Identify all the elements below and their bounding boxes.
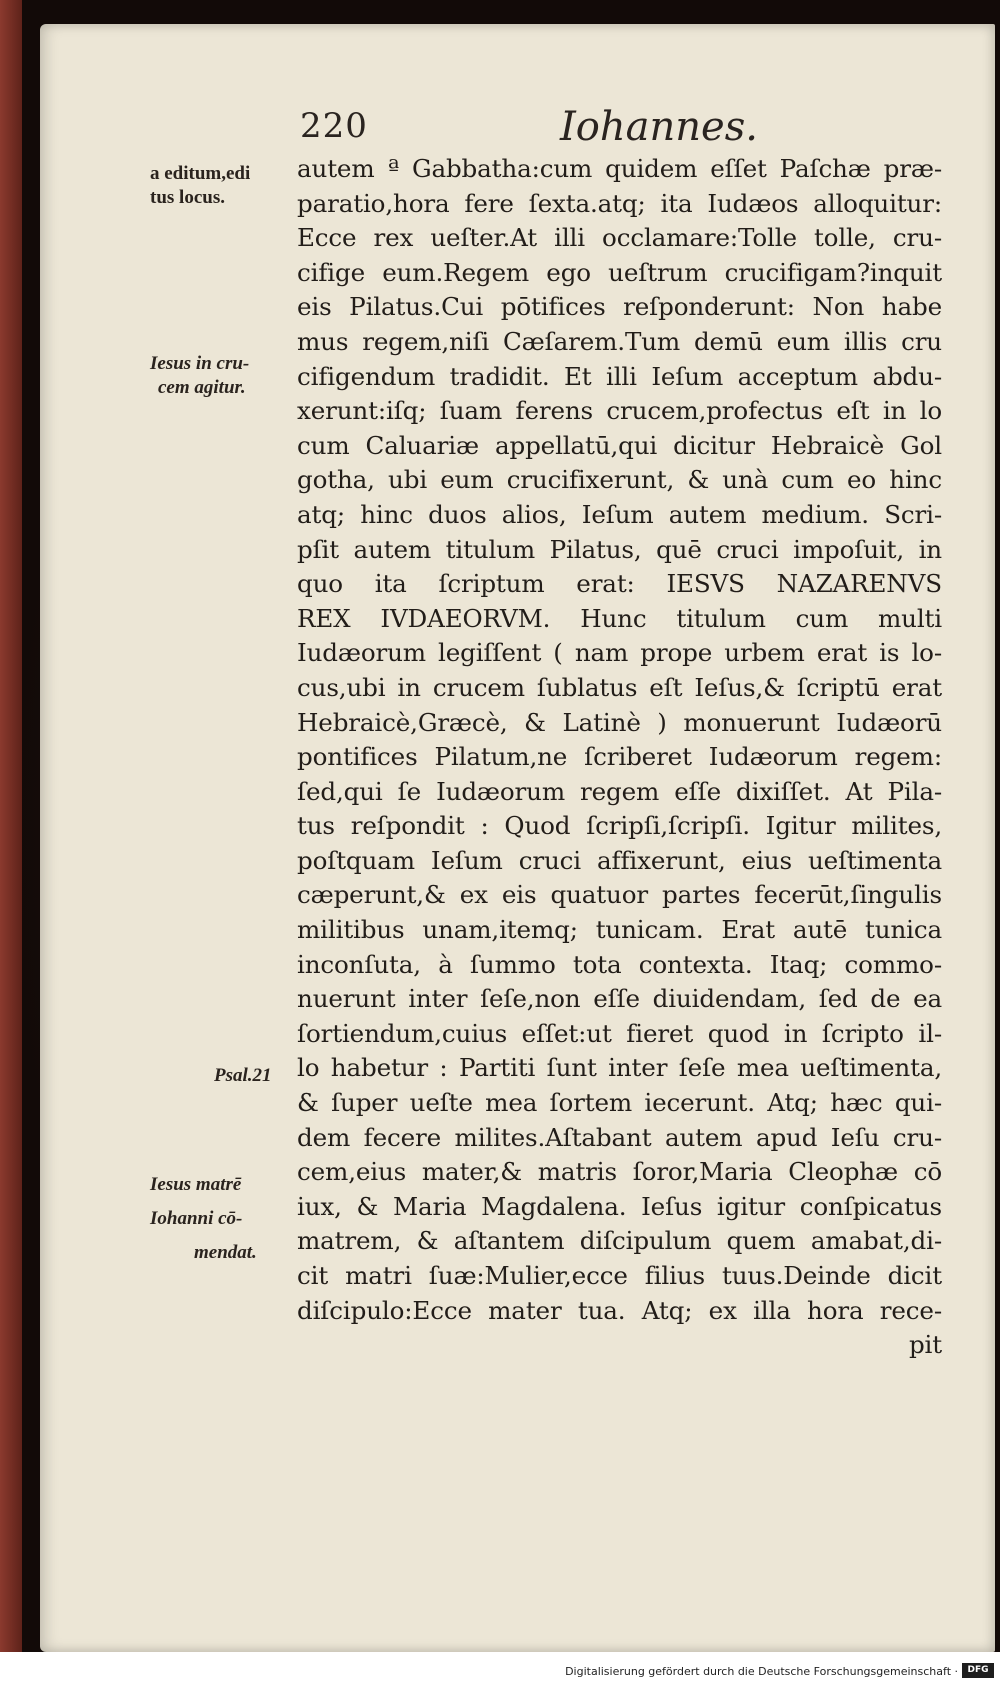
marginal-note-line: tus locus. — [150, 187, 225, 208]
text-line: militibus unam,itemq; tunicam. Erat autē tunica — [297, 915, 942, 945]
text-line: cem,eius mater,& matris ſoror,Maria Cleophæ cō — [297, 1157, 942, 1187]
text-line: pontifices Pilatum,ne ſcriberet Iudæorum regem: — [297, 742, 942, 772]
text-line: tus reſpondit : Quod ſcripſi,ſcripſi. Igitur milites, — [297, 811, 942, 841]
text-line: cæperunt,& ex eis quatuor partes fecerūt,ſingulis — [297, 880, 942, 910]
text-line: poſtquam Ieſum cruci affixerunt, eius ueſtimenta — [297, 845, 942, 875]
text-line: quo ita ſcriptum erat: IESVS NAZARENVS — [297, 569, 942, 599]
text-line: inconſuta, à ſummo tota contexta. Itaq; commo- — [297, 949, 942, 979]
text-line: Ecce rex ueſter.At illi occlamare:Tolle tolle, cru- — [297, 223, 942, 253]
marginal-note-psalm — [214, 1064, 272, 1088]
running-head: Iohannes. — [560, 104, 758, 150]
text-line: dem fecere milites.Aſtabant autem apud Ieſu cru- — [297, 1122, 942, 1152]
text-line: lo habetur : Partiti ſunt inter ſeſe mea ueſtimenta, — [297, 1053, 942, 1083]
digitization-credit: Digitalisierung gefördert durch die Deutsche Forschungsgemeinschaft · — [565, 1665, 958, 1678]
text-line: cit matri ſuæ:Mulier,ecce filius tuus.Deinde dicit — [297, 1261, 942, 1290]
text-line: gotha, ubi eum crucifixerunt, & unà cum eo hinc — [297, 465, 942, 495]
text-line: ſortiendum,cuius eſſet:ut fieret quod in ſcripto il- — [297, 1018, 942, 1048]
marginal-note-line: a editum,edi — [150, 163, 251, 184]
marginal-note-line: Iesus matrē — [150, 1174, 242, 1195]
marginal-note-gabbatha — [150, 162, 250, 210]
marginal-note-line: Iohanni cō- — [150, 1208, 243, 1229]
text-line: pſit autem titulum Pilatus, quē cruci impoſuit, in — [297, 534, 942, 564]
text-line: mus regem,niſi Cæſarem.Tum demū eum illis cru — [297, 326, 942, 356]
marginal-note-line: mendat. — [194, 1242, 257, 1263]
text-line: eis Pilatus.Cui pōtifices reſponderunt: Non habe — [297, 292, 942, 322]
text-line: Hebraicè,Græcè, & Latinè ) monuerunt Iudæorū — [297, 707, 942, 737]
text-line: cifige eum.Regem ego ueſtrum crucifigam?inquit — [297, 257, 942, 287]
text-line: matrem, & aſtantem diſcipulum quem amabat,di- — [297, 1226, 942, 1256]
text-line: atq; hinc duos alios, Ieſum autem medium. Scri- — [297, 499, 942, 529]
book-cover-edge — [0, 0, 22, 1684]
dfg-logo: DFG — [962, 1663, 994, 1678]
text-line: nuerunt inter ſeſe,non eſſe diuidendam, ſed de ea — [297, 984, 942, 1014]
text-line: pit — [908, 1330, 942, 1360]
text-line: Iudæorum legiſſent ( nam prope urbem erat is lo- — [297, 638, 942, 668]
body-text — [297, 152, 942, 1363]
text-line: cifigendum tradidit. Et illi Ieſum acceptum abdu- — [297, 361, 942, 391]
text-line: diſcipulo:Ecce mater tua. Atq; ex illa hora rece- — [297, 1295, 942, 1325]
marginal-note-line: Psal.21 — [214, 1065, 272, 1086]
text-line: ſed,qui ſe Iudæorum regem eſſe dixiſſet. At Pila- — [297, 776, 942, 806]
text-line: & ſuper ueſte mea ſortem iecerunt. Atq; hæc qui- — [297, 1088, 942, 1118]
marginal-note-line: cem agitur. — [158, 377, 246, 398]
marginal-note-crucem — [150, 352, 249, 400]
text-line: paratio,hora fere ſexta.atq; ita Iudæos alloquitur: — [297, 188, 942, 218]
marginal-note-matrem — [150, 1168, 257, 1270]
text-line: autem ª Gabbatha:cum quidem eſſet Paſchæ præ- — [297, 154, 942, 183]
text-line: REX IVDAEORVM. Hunc titulum cum multi — [297, 603, 942, 633]
page-number: 220 — [300, 106, 368, 146]
text-line: cum Caluariæ appellatū,qui dicitur Hebraicè Gol — [297, 430, 942, 460]
text-line: cus,ubi in crucem ſublatus eſt Ieſus,& ſcriptū erat — [297, 672, 942, 702]
text-line: xerunt:iſq; ſuam ferens crucem,profectus eſt in lo — [297, 396, 942, 426]
marginal-note-line: Iesus in cru- — [150, 353, 250, 374]
text-line: iux, & Maria Magdalena. Ieſus igitur conſpicatus — [297, 1191, 942, 1221]
